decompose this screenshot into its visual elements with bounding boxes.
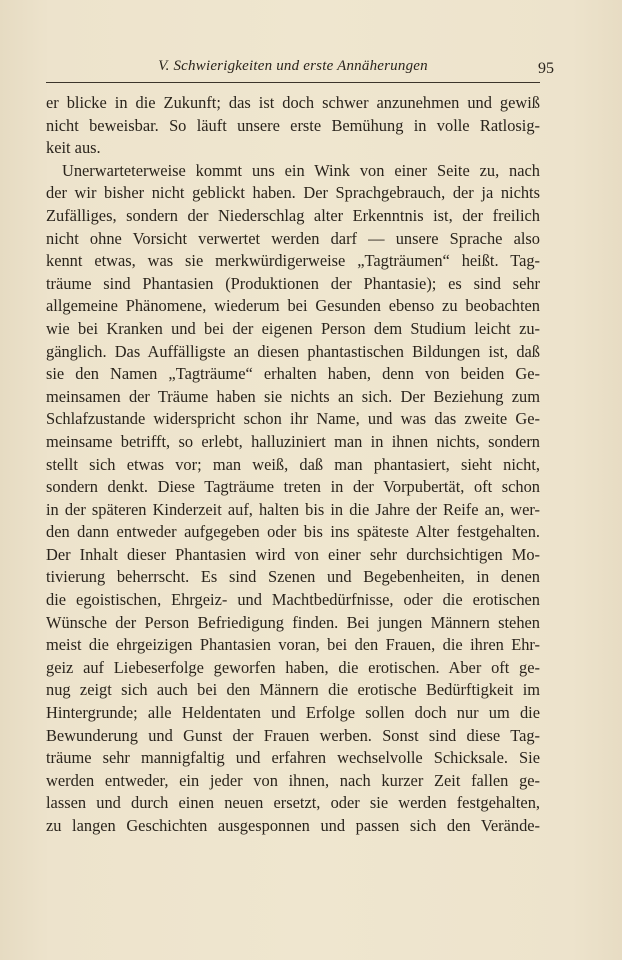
- text-line: allgemeine Phänomene, wiederum bei Gesunden ebenso zu beobachten: [46, 296, 540, 316]
- text-line: zu langen Geschichten ausgesponnen und passen sich den Verände-: [46, 816, 540, 835]
- text-line: sondern denkt. Diese Tagträume treten in der Vorpubertät, oft schon: [46, 477, 540, 497]
- text-line: keit aus.: [46, 138, 101, 158]
- text-line: meinsamen der Träume haben sie nichts an sich. Der Beziehung zum: [46, 386, 540, 406]
- text-line: tivierung beherrscht. Es sind Szenen und Begebenheiten, in denen: [46, 567, 540, 587]
- text-line: in der späteren Kinderzeit auf, halten bis in die Jahre der Reife an, wer-: [46, 499, 540, 519]
- text-line: Zufälliges, sondern der Niederschlag alter Erkenntnis ist, der freilich: [46, 205, 540, 225]
- text-line: meist die ehrgeizigen Phantasien voran, bei den Frauen, die ihren Ehr-: [46, 635, 540, 655]
- text-line: Bewunderung und Gunst der Frauen werben. Sonst sind diese Tag-: [46, 725, 540, 745]
- text-line: gänglich. Das Auffälligste an diesen phantastischen Bildungen ist, daß: [46, 341, 540, 361]
- text-line: träume sind Phantasien (Produktionen der Phantasie); es sind sehr: [46, 273, 540, 293]
- text-line: er blicke in die Zukunft; das ist doch schwer anzunehmen und gewiß: [46, 93, 540, 112]
- page-number: 95: [538, 60, 554, 77]
- text-line: den dann entweder aufgegeben oder bis ins späteste Alter festgehalten.: [46, 522, 540, 542]
- text-line: meinsame betrifft, so erlebt, halluziniert man in ihnen nichts, sondern: [46, 431, 540, 451]
- body-text: [46, 92, 540, 838]
- text-line: Der Inhalt dieser Phantasien wird von einer sehr durchsichtigen Mo-: [46, 544, 540, 564]
- text-line: werden entweder, ein jeder von ihnen, nach kurzer Zeit fallen ge-: [46, 770, 540, 790]
- page-header: [46, 58, 554, 80]
- text-line: nicht beweisbar. So läuft unsere erste Bemühung in volle Ratlosig-: [46, 115, 540, 135]
- running-head: V. Schwierigkeiten und erste Annäherungen: [158, 58, 428, 74]
- text-line: nug zeigt sich auch bei den Männern die erotische Bedürftigkeit im: [46, 680, 540, 700]
- text-line: wie bei Kranken und bei der eigenen Person dem Studium leicht zu-: [46, 318, 540, 338]
- text-line: der wir bisher nicht geblickt haben. Der Sprachgebrauch, der ja nichts: [46, 183, 540, 203]
- text-line: Unerwarteterweise kommt uns ein Wink von einer Seite zu, nach: [62, 160, 540, 180]
- text-line: Hintergrunde; alle Heldentaten und Erfolge sollen doch nur um die: [46, 703, 540, 723]
- text-line: Wünsche der Person Befriedigung finden. Bei jungen Männern stehen: [46, 612, 540, 632]
- text-line: geiz auf Liebeserfolge geworfen haben, die erotischen. Aber oft ge-: [46, 657, 540, 677]
- text-line: träume sehr mannigfaltig und erfahren wechselvolle Schicksale. Sie: [46, 748, 540, 768]
- header-rule: [46, 82, 540, 83]
- text-line: stellt sich etwas vor; man weiß, daß man phantasiert, sieht nicht,: [46, 454, 540, 474]
- text-line: nicht ohne Vorsicht verwertet werden darf — unsere Sprache also: [46, 228, 540, 248]
- text-line: Schlafzustande widerspricht schon ihr Name, und was das zweite Ge-: [46, 409, 540, 429]
- text-line: sie den Namen „Tagträume“ erhalten haben, denn von beiden Ge-: [46, 364, 540, 384]
- text-line: lassen und durch einen neuen ersetzt, oder sie werden festgehalten,: [46, 793, 540, 813]
- text-line: die egoistischen, Ehrgeiz- und Machtbedürfnisse, oder die erotischen: [46, 590, 540, 610]
- text-line: kennt etwas, was sie merkwürdigerweise „Tagträumen“ heißt. Tag-: [46, 251, 540, 271]
